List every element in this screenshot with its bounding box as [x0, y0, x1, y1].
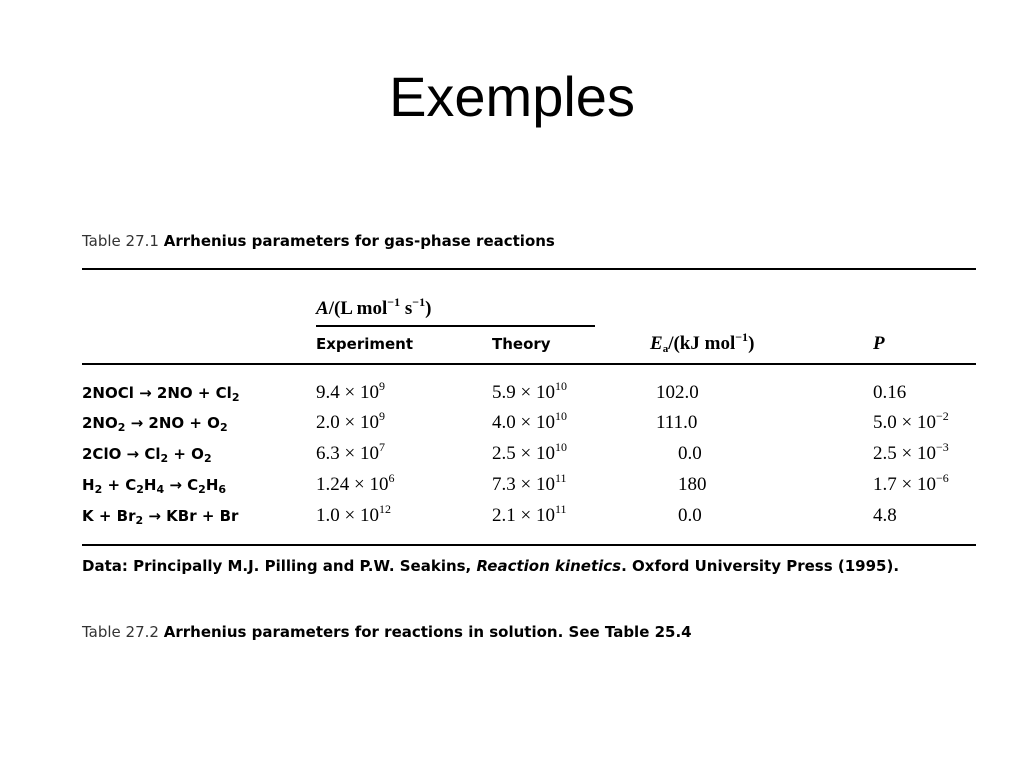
group-header-underline	[316, 325, 595, 327]
column-header-p: P	[873, 333, 885, 354]
reaction-equation: $K + Br_2$ → KBr + Br	[82, 507, 239, 527]
theory-value: $4.0 \times 10^{10}$	[492, 409, 567, 433]
activation-energy-value: 102.0	[656, 382, 699, 403]
header-bottom-rule	[82, 363, 976, 365]
steric-factor-value: $1.7 \times 10^{-6}$	[873, 471, 949, 495]
steric-factor-value: 0.16	[873, 382, 907, 403]
slide-title: Exemples	[389, 65, 635, 128]
reaction-equation: $H_2 + C_2H_4 \to C_2H_6$	[82, 476, 227, 496]
experiment-value: $1.24 \times 10^6$	[316, 471, 395, 495]
rate-constant-group-header: A/(L mol$^{-1}$ $s^{-1}$)	[316, 295, 432, 319]
activation-energy-value: 111.0	[656, 412, 698, 433]
table-top-rule	[82, 268, 976, 270]
table1-number: Table 27.1	[82, 232, 159, 250]
column-header-activation-energy: $E_a/(kJ$ mol$^{-1}$)	[650, 330, 755, 355]
table1-title: Arrhenius parameters for gas-phase reactions	[163, 232, 555, 250]
table2-number: Table 27.2	[82, 623, 159, 641]
theory-value: $5.9 \times 10^{10}$	[492, 379, 567, 403]
reaction-equation: $2ClO \to Cl_2 + O_2$	[82, 445, 212, 465]
theory-value: $7.3 \times 10^{11}$	[492, 471, 567, 495]
steric-factor-value: 4.8	[873, 505, 897, 526]
column-header-theory: Theory	[492, 335, 551, 353]
reaction-equation: 2NOCl → $2NO + Cl_2$	[82, 384, 240, 404]
experiment-value: $9.4 \times 10^9$	[316, 379, 385, 403]
reaction-equation: $2NO_2 \to 2NO + O_2$	[82, 414, 228, 434]
table1-caption	[82, 231, 555, 251]
experiment-value: $2.0 \times 10^9$	[316, 409, 385, 433]
table2-title: Arrhenius parameters for reactions in solution. See Table 25.4	[163, 623, 692, 641]
table2-caption	[82, 622, 692, 642]
table1-footnote: Data: Principally M.J. Pilling and P.W. Seakins, Reaction kinetics. Oxford University Press (1995).	[82, 557, 900, 575]
theory-value: $2.5 \times 10^{10}$	[492, 440, 567, 464]
column-header-experiment: Experiment	[316, 335, 414, 353]
theory-value: $2.1 \times 10^{11}$	[492, 502, 567, 526]
experiment-value: $1.0 \times 10^{12}$	[316, 502, 391, 526]
table-bottom-rule	[82, 544, 976, 546]
activation-energy-value: 180	[678, 474, 707, 495]
steric-factor-value: $2.5 \times 10^{-3}$	[873, 440, 949, 464]
activation-energy-value: 0.0	[678, 443, 702, 464]
steric-factor-value: $5.0 \times 10^{-2}$	[873, 409, 949, 433]
activation-energy-value: 0.0	[678, 505, 702, 526]
experiment-value: $6.3 \times 10^7$	[316, 440, 385, 464]
